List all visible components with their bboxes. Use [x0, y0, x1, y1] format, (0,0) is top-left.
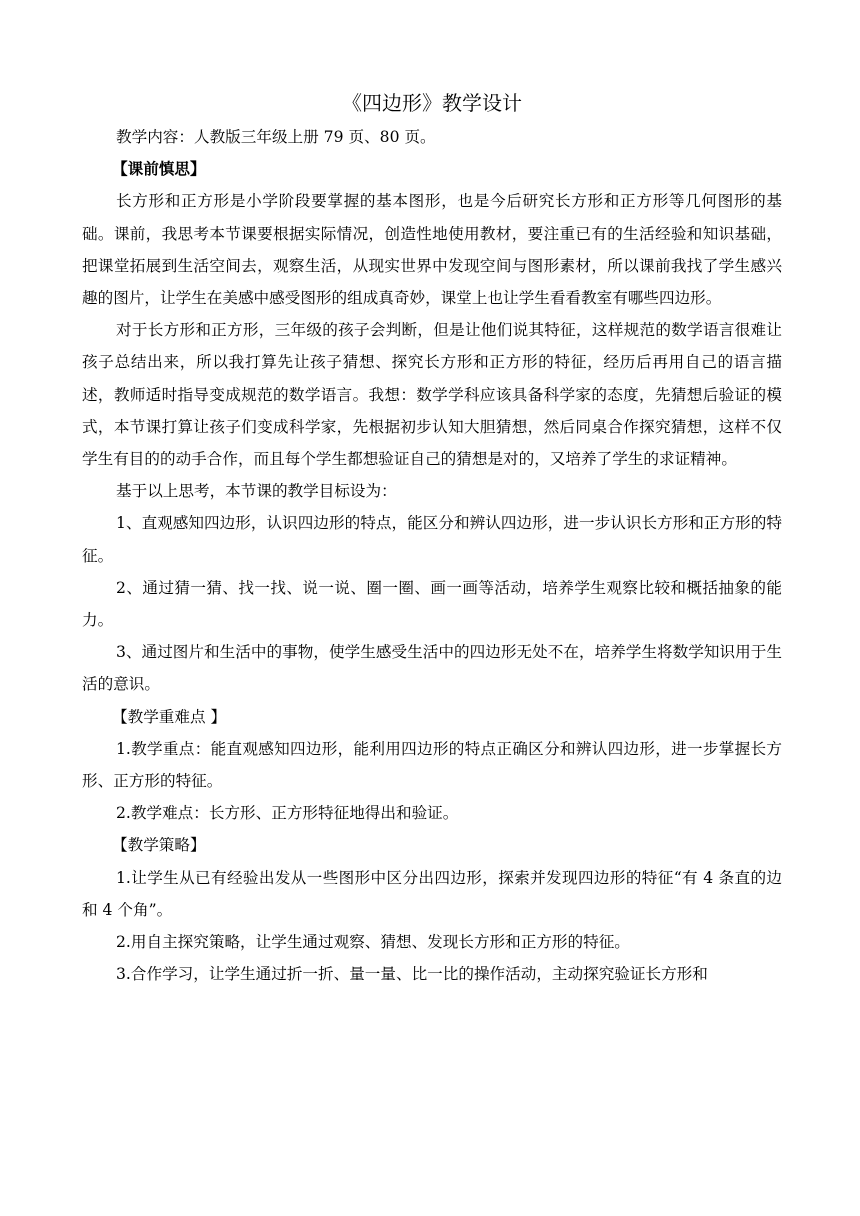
- objective-3: 3、通过图片和生活中的事物，使学生感受生活中的四边形无处不在，培养学生将数学知识用于生活的意识。: [82, 643, 782, 694]
- reflection-paragraph-2: 对于长方形和正方形，三年级的孩子会判断，但是让他们说其特征，这样规范的数学语言很难让孩子总结出来，所以我打算先让孩子猜想、探究长方形和正方形的特征，经历后再用自己的语言描述，教师适时指导变成规范的数学语言。我想：数学学科应该具备科学家的态度，先猜想后验证的模式，本节课打算让孩子们变成科学家，先根据初步认知大胆猜想，然后同桌合作探究猜想，这样不仅学生有目的的动手合作，而且每个学生都想验证自己的猜想是对的，又培养了学生的求证精神。: [82, 321, 782, 469]
- teaching-content: 教学内容：人教版三年级上册 79 页、80 页。: [116, 128, 436, 146]
- section-heading-reflection: 【课前慎思】: [112, 159, 206, 179]
- reflection-paragraph-1: 长方形和正方形是小学阶段要掌握的基本图形，也是今后研究长方形和正方形等几何图形的基础。课前，我思考本节课要根据实际情况，创造性地使用教材，要注重已有的生活经验和知识基础，把课堂拓展到生活空间去，观察生活，从现实世界中发现空间与图形素材，所以课前我找了学生感兴趣的图片，让学生在美感中感受图形的组成真奇妙，课堂上也让学生看看教室有哪些四边形。: [82, 192, 782, 308]
- key-point-1: 1.教学重点：能直观感知四边形，能利用四边形的特点正确区分和辨认四边形，进一步掌握长方形、正方形的特征。: [82, 739, 782, 791]
- document-page: [82, 88, 782, 990]
- strategy-2: 2.用自主探究策略，让学生通过观察、猜想、发现长方形和正方形的特征。: [116, 933, 630, 952]
- key-point-2: 2.教学难点：长方形、正方形特征地得出和验证。: [116, 804, 459, 823]
- strategy-1: 1.让学生从已有经验出发从一些图形中区分出四边形，探索并发现四边形的特征“有 4 条直的边和 4 个角”。: [82, 868, 782, 919]
- strategy-3: 3.合作学习，让学生通过折一折、量一量、比一比的操作活动，主动探究验证长方形和: [116, 965, 708, 984]
- objective-1: 1、直观感知四边形，认识四边形的特点，能区分和辨认四边形，进一步认识长方形和正方形的特征。: [82, 514, 782, 565]
- section-heading-strategy: 【教学策略】: [112, 836, 206, 855]
- objectives-intro: 基于以上思考，本节课的教学目标设为：: [116, 482, 397, 501]
- document-title: 《四边形》教学设计: [342, 91, 522, 115]
- section-heading-key-points: 【教学重难点 】: [112, 707, 227, 726]
- objective-2: 2、通过猜一猜、找一找、说一说、圈一圈、画一画等活动，培养学生观察比较和概括抽象的能力。: [82, 578, 782, 630]
